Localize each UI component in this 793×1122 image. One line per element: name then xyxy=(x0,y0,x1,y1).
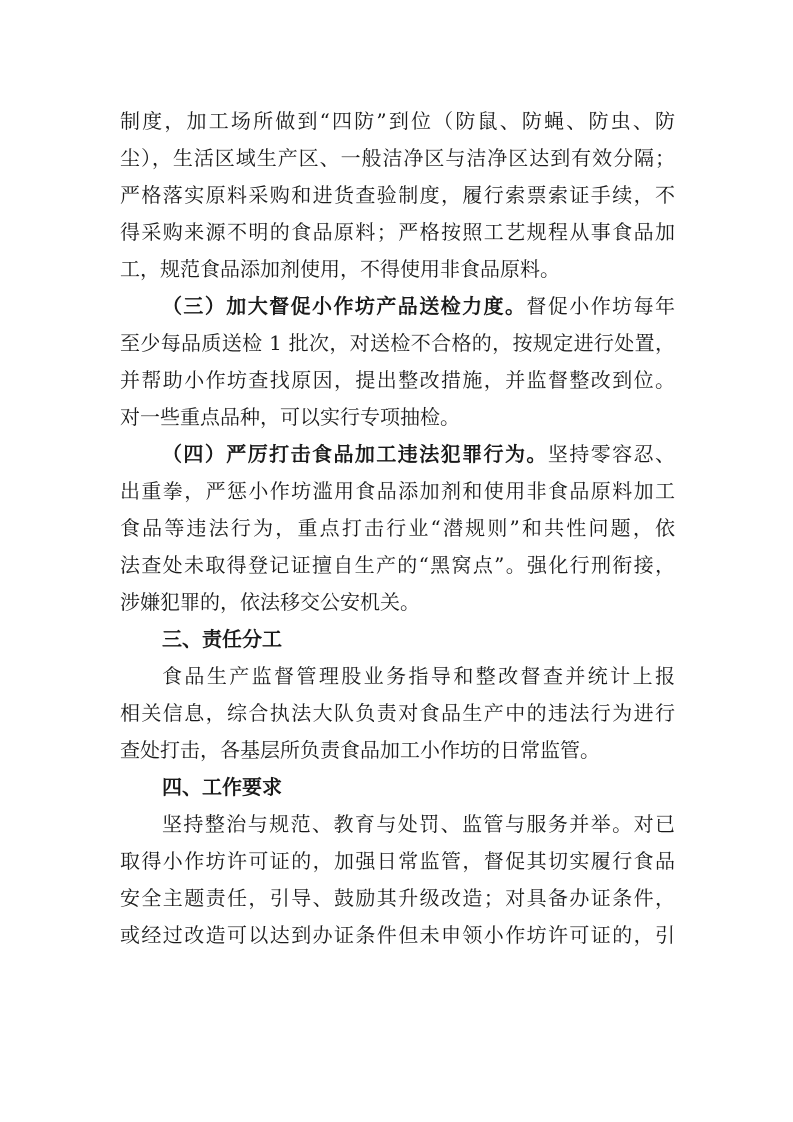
section-four-paragraph xyxy=(120,436,675,621)
text-line: 尘），生活区域生产区、一般洁净区与洁净区达到有效分隔； xyxy=(120,146,675,170)
text-line: 至少每品质送检 1 批次，对送检不合格的，按规定进行处置， xyxy=(120,331,675,355)
section-three-first-line: 督促小作坊每年 xyxy=(526,294,675,318)
text-line: 出重拳，严惩小作坊滥用食品添加剂和使用非食品原料加工 xyxy=(120,479,675,503)
text-line: 取得小作坊许可证的，加强日常监管，督促其切实履行食品 xyxy=(120,849,675,873)
text-line: 对一些重点品种，可以实行专项抽检。 xyxy=(120,405,460,429)
requirements-paragraph xyxy=(120,806,675,954)
text-line: 严格落实原料采购和进货查验制度，履行索票索证手续，不 xyxy=(120,183,675,207)
text-line: 相关信息，综合执法大队负责对食品生产中的违法行为进行 xyxy=(120,701,675,725)
text-line: 制度，加工场所做到“四防”到位（防鼠、防蝇、防虫、防 xyxy=(120,109,675,133)
heading-responsibility: 三、责任分工 xyxy=(162,627,282,651)
section-four-first-line: 坚持零容忍、 xyxy=(547,442,675,466)
text-line: 涉嫌犯罪的，依法移交公安机关。 xyxy=(120,590,420,614)
text-line: 工，规范食品添加剂使用，不得使用非食品原料。 xyxy=(120,257,560,281)
text-line xyxy=(120,288,675,325)
text-line: 安全主题责任，引导、鼓励其升级改造；对具备办证条件， xyxy=(120,886,675,910)
text-line: 查处打击，各基层所负责食品加工小作坊的日常监管。 xyxy=(120,738,600,762)
text-line: 坚持整治与规范、教育与处罚、监管与服务并举。对已 xyxy=(162,812,675,836)
text-line: 得采购来源不明的食品原料；严格按照工艺规程从事食品加 xyxy=(120,220,675,244)
heading-requirements: 四、工作要求 xyxy=(162,775,282,799)
responsibility-paragraph xyxy=(120,658,675,769)
paragraph-continued xyxy=(120,103,675,288)
text-line: 食品生产监督管理股业务指导和整改督查并统计上报 xyxy=(162,664,675,688)
text-line: 并帮助小作坊查找原因，提出整改措施，并监督整改到位。 xyxy=(120,368,675,392)
text-line: 或经过改造可以达到办证条件但未申领小作坊许可证的，引 xyxy=(120,923,675,947)
document-page xyxy=(120,103,675,954)
text-line: 食品等违法行为，重点打击行业“潜规则”和共性问题，依 xyxy=(120,516,675,540)
section-four-title: （四）严厉打击食品加工违法犯罪行为。 xyxy=(162,442,548,466)
text-line xyxy=(120,436,675,473)
text-line: 法查处未取得登记证擅自生产的“黑窝点”。强化行刑衔接， xyxy=(120,553,675,577)
section-three-title: （三）加大督促小作坊产品送检力度。 xyxy=(162,294,527,318)
section-three-paragraph xyxy=(120,288,675,436)
